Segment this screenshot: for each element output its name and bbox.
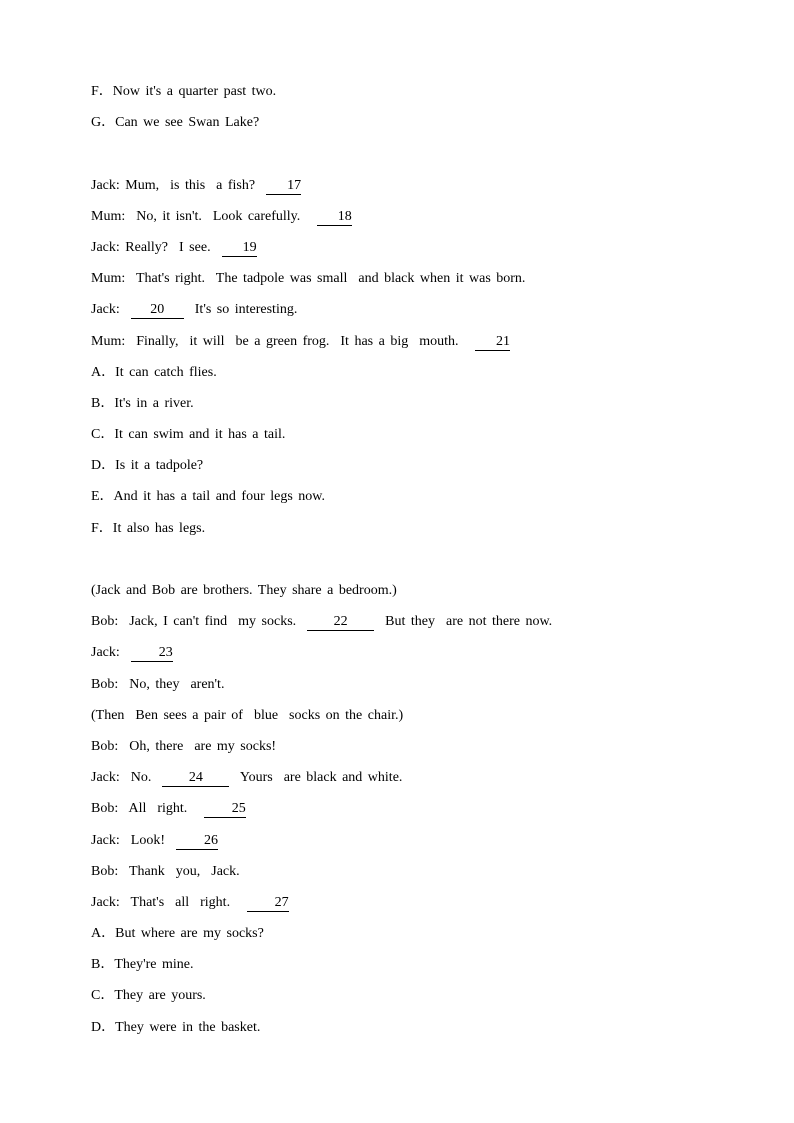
dialog-text: Mum: No, it isn't. Look carefully. — [91, 208, 317, 224]
dialog-text: Jack: — [91, 645, 131, 661]
dialog-line — [91, 893, 754, 924]
answer-blank[interactable]: 27 — [247, 895, 289, 912]
dialog-text: Jack: Really? I see. — [91, 239, 222, 255]
dialog-line — [91, 300, 754, 331]
option-line: F．It also has legs. — [91, 520, 206, 536]
dialog-line — [91, 737, 754, 768]
option-line: D．They were in the basket. — [91, 1019, 261, 1035]
dialog-text: Yours are black and white. — [229, 770, 403, 786]
dialog-text: Bob: All right. — [91, 801, 204, 817]
option-line: C．It can swim and it has a tail. — [91, 427, 286, 443]
answer-blank[interactable]: 22 — [307, 614, 374, 631]
dialog-line — [91, 831, 754, 862]
option-line: G．Can we see Swan Lake? — [91, 115, 260, 131]
option-line: B．It's in a river. — [91, 395, 194, 411]
dialog-text: Bob: Thank you, Jack. — [91, 863, 240, 879]
dialog-text: Mum: Finally, it will be a green frog. It has a big mouth. — [91, 333, 475, 349]
option-line: A．It can catch flies. — [91, 364, 217, 380]
answer-blank[interactable]: 23 — [131, 645, 173, 662]
dialog-text: Mum: That's right. The tadpole was small and black when it was born. — [91, 271, 526, 287]
dialog-line — [91, 768, 754, 799]
dialog-line — [91, 332, 754, 363]
dialog-text: It's so interesting. — [183, 302, 298, 318]
option-line: E．And it has a tail and four legs now. — [91, 489, 325, 505]
dialog-text: Bob: Jack, I can't find my socks. — [91, 614, 308, 630]
dialog-text: (Then Ben sees a pair of blue socks on the chair.) — [91, 707, 404, 723]
dialog-line — [91, 862, 754, 893]
dialog-text: Jack: That's all right. — [91, 894, 247, 910]
dialog-line — [91, 612, 754, 643]
answer-blank[interactable]: 18 — [317, 209, 352, 226]
dialog-line — [91, 176, 754, 207]
dialog-line — [91, 675, 754, 706]
dialog-line — [91, 238, 754, 269]
option-line: A．But where are my socks? — [91, 926, 264, 942]
answer-blank[interactable]: 21 — [475, 334, 510, 351]
dialog-text: Bob: No, they aren't. — [91, 676, 225, 692]
dialog-intro: (Jack and Bob are brothers. They share a bedroom.) — [91, 583, 397, 598]
dialog-text: Jack: Look! — [91, 832, 176, 848]
option-line: F．Now it's a quarter past two. — [91, 84, 277, 99]
answer-blank[interactable]: 19 — [222, 240, 257, 257]
dialog-text: Jack: No. — [91, 770, 163, 786]
answer-blank[interactable]: 20 — [131, 302, 184, 319]
dialog-line — [91, 643, 754, 674]
option-line: D．Is it a tadpole? — [91, 458, 204, 474]
option-line: C．They are yours. — [91, 988, 206, 1004]
answer-blank[interactable]: 17 — [266, 178, 301, 195]
dialog-text: Jack: Mum, is this a fish? — [91, 177, 267, 193]
answer-blank[interactable]: 26 — [176, 833, 218, 850]
option-line: B．They're mine. — [91, 957, 194, 973]
dialog-line — [91, 207, 754, 238]
dialog-text: Jack: — [91, 302, 131, 318]
dialog-text: But they are not there now. — [374, 614, 553, 630]
dialog-line — [91, 799, 754, 830]
answer-blank[interactable]: 24 — [162, 770, 229, 787]
dialog-line — [91, 706, 754, 737]
answer-blank[interactable]: 25 — [204, 801, 246, 818]
dialog-text: Bob: Oh, there are my socks! — [91, 738, 277, 754]
dialog-line — [91, 269, 754, 300]
